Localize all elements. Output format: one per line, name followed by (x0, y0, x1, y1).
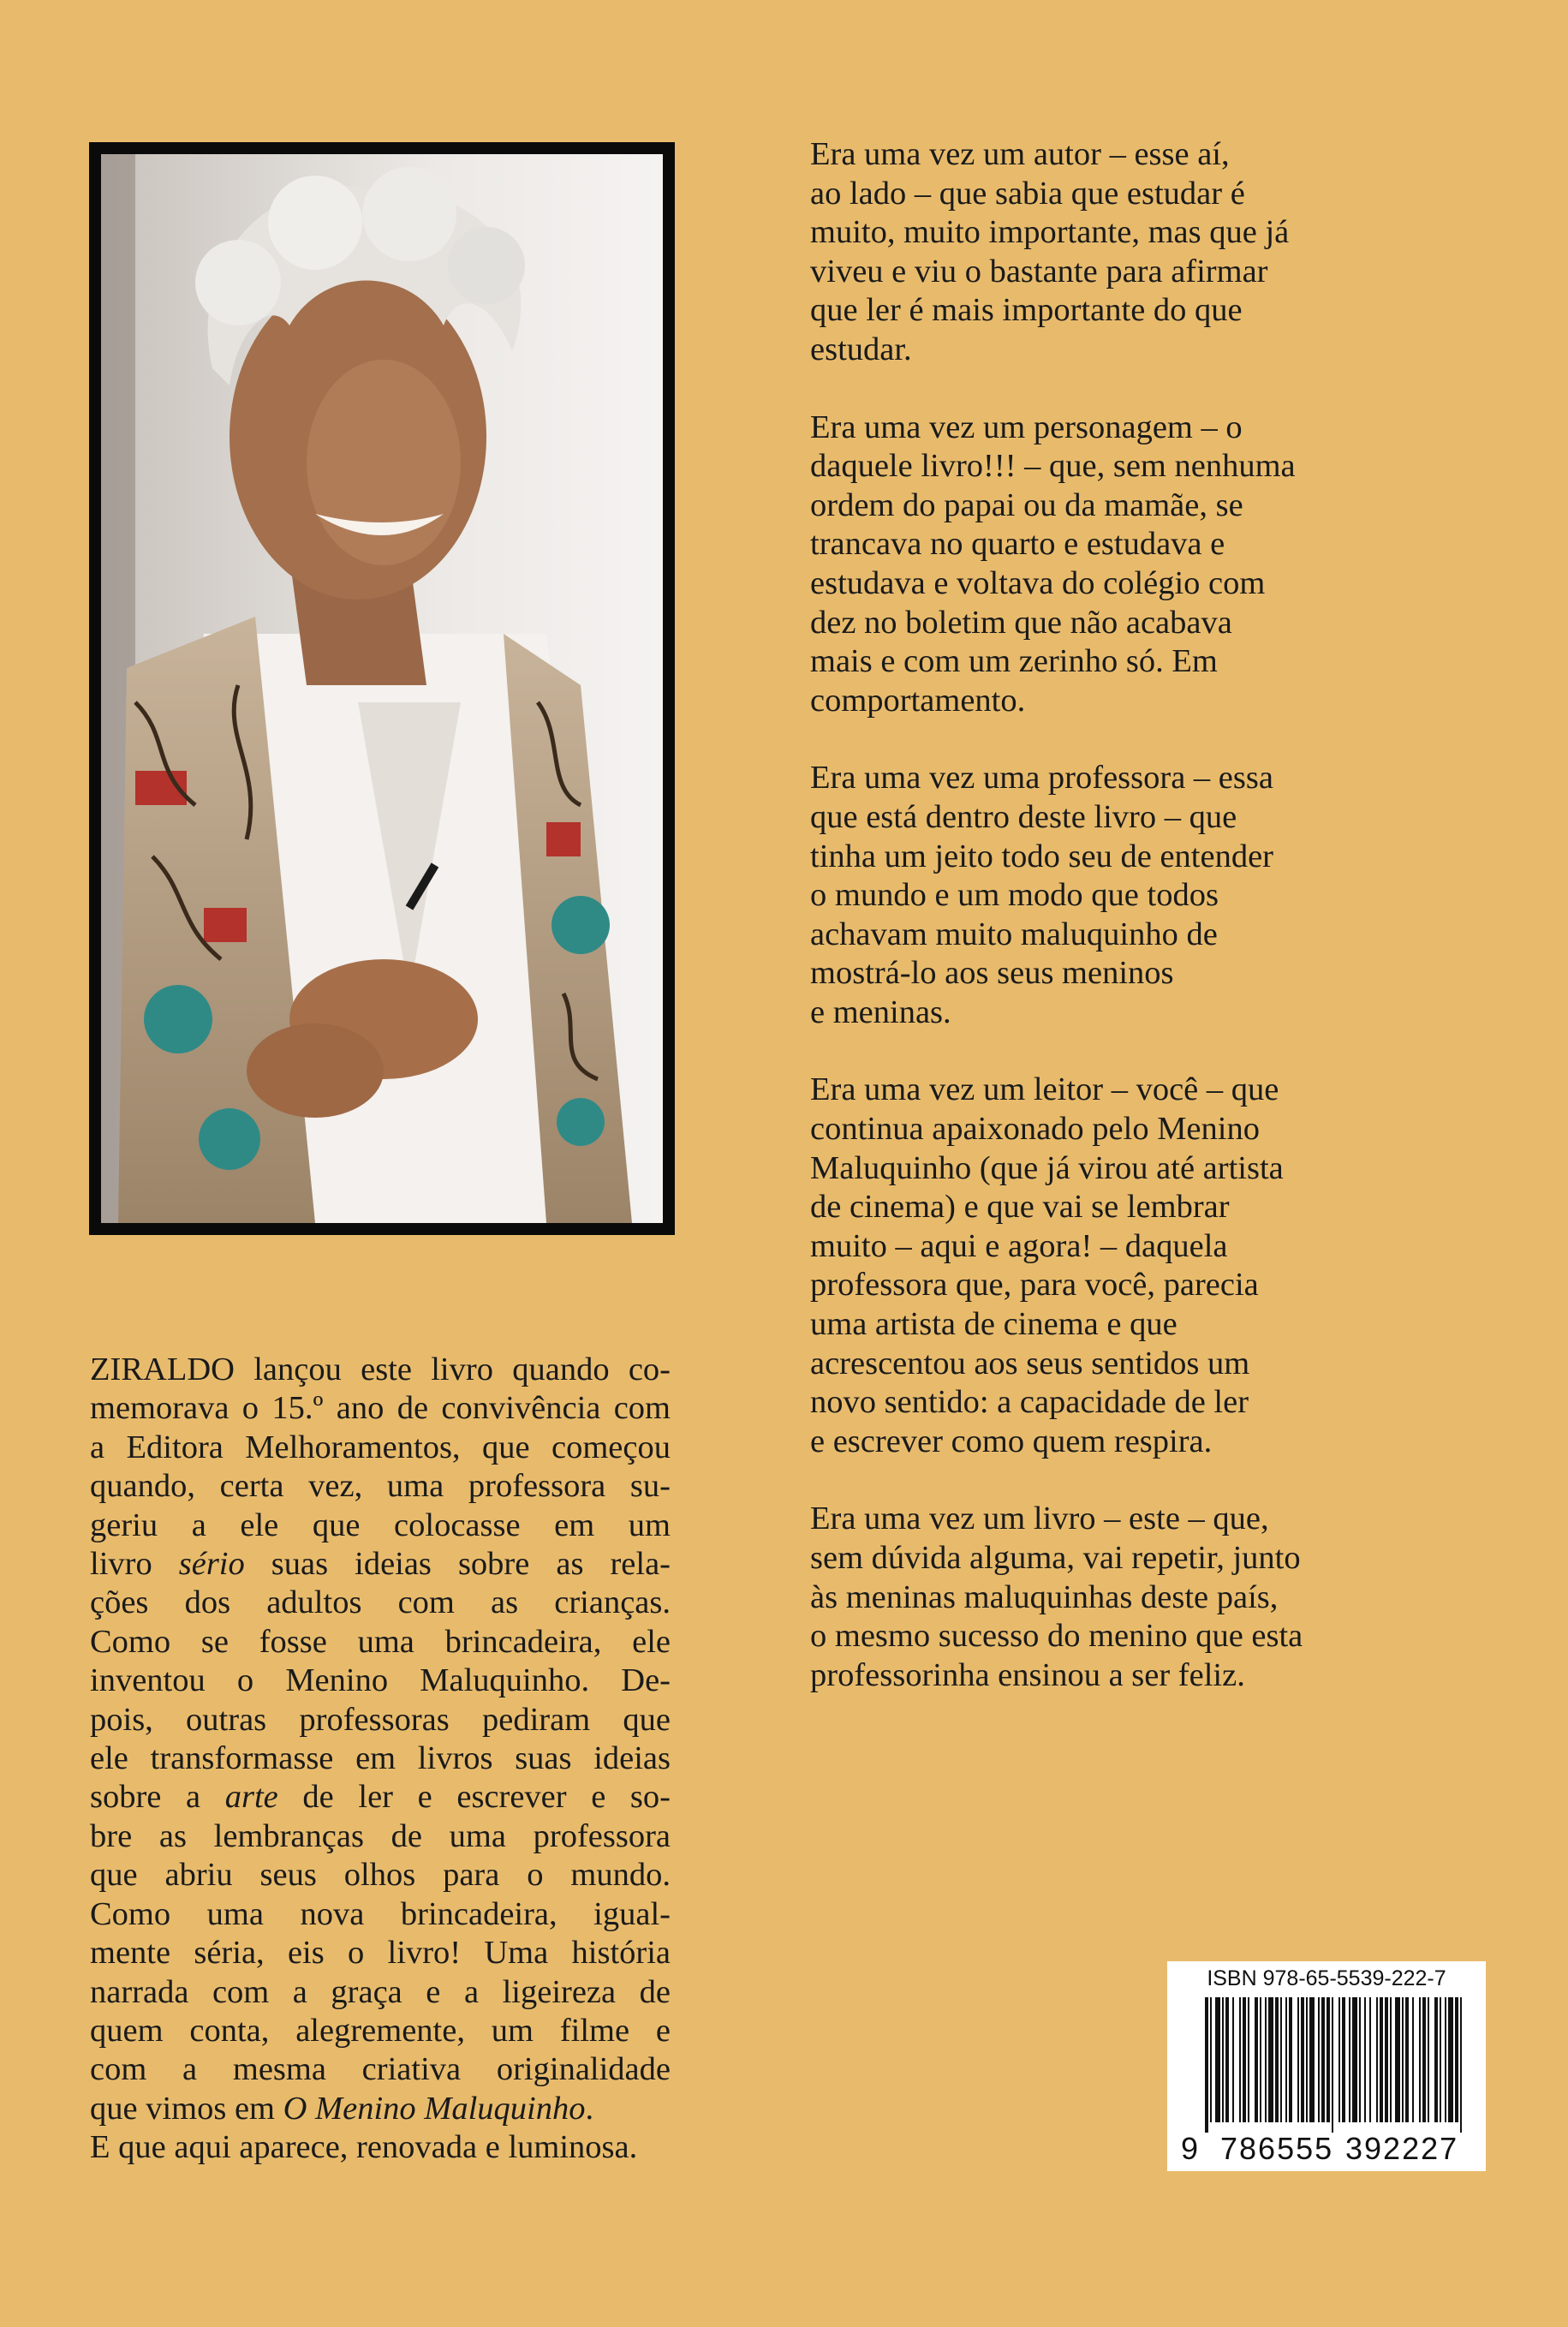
text-line: muito – aqui e agora! – daquela (810, 1227, 1228, 1264)
barcode-bar (1289, 1997, 1292, 2122)
barcode-bar (1275, 1997, 1279, 2122)
bio-line: pois, outras professoras pediram que (90, 1701, 671, 1738)
author-bio (90, 1351, 671, 2168)
isbn-label: ISBN 978-65-5539-222-7 (1207, 1966, 1446, 1990)
text-line: mais e com um zerinho só. Em (810, 643, 1218, 680)
bio-line: ZIRALDO lançou este livro quando co- (90, 1351, 671, 1387)
text-line: continua apaixonado pelo Menino (810, 1111, 1260, 1148)
text-line: Era uma vez um autor – esse aí, (810, 136, 1230, 172)
barcode-bar (1338, 1997, 1340, 2122)
text-line: Era uma vez um personagem – o (810, 409, 1243, 445)
paragraph-professora (810, 759, 1410, 1032)
barcode-bar (1239, 1997, 1241, 2122)
barcode-bar (1440, 1997, 1441, 2122)
barcode-first-digit: 9 (1181, 2131, 1199, 2166)
text-line: Era uma vez uma professora – essa (810, 760, 1273, 797)
barcode-bar (1265, 1997, 1267, 2122)
author-portrait-icon (101, 154, 663, 1223)
bio-text: de ler e escrever e so- (277, 1779, 671, 1816)
barcode-right-digits: 392227 (1345, 2131, 1459, 2166)
bio-line (90, 2090, 671, 2128)
barcode-bar (1342, 1997, 1345, 2122)
barcode-bar (1352, 1997, 1357, 2122)
text-line: ao lado – que sabia que estudar é (810, 175, 1245, 212)
paragraph-autor (810, 135, 1410, 370)
text-line: Era uma vez um livro – este – que, (810, 1501, 1269, 1537)
bio-line (90, 1545, 671, 1584)
barcode-bar (1460, 1997, 1462, 2133)
bio-line: quando, certa vez, uma professora su- (90, 1468, 671, 1505)
barcode-bar (1395, 1997, 1400, 2122)
barcode-bar (1306, 1997, 1308, 2122)
barcode-bar (1332, 1997, 1333, 2133)
bio-text: . (585, 2090, 594, 2127)
text-line: comportamento. (810, 682, 1026, 719)
text-line: professorinha ensinou a ser feliz. (810, 1656, 1245, 1693)
author-photo-frame (89, 142, 675, 1235)
barcode-bar (1349, 1997, 1350, 2122)
barcode-bar (1364, 1997, 1366, 2122)
text-line: ordem do papai ou da mamãe, se (810, 486, 1243, 523)
bio-text: sobre a (90, 1779, 225, 1816)
bio-line: memorava o 15.º ano de convivência com (90, 1390, 671, 1427)
bio-line: narrada com a graça e a ligeireza de (90, 1973, 671, 2010)
barcode-bar (1297, 1997, 1299, 2122)
bio-italic-serio: sério (178, 1546, 245, 1583)
barcode-bar (1359, 1997, 1361, 2122)
barcode-bar (1285, 1997, 1287, 2122)
text-line: o mesmo sucesso do menino que esta (810, 1618, 1303, 1655)
barcode-bar (1327, 1997, 1330, 2122)
barcode-bar (1255, 1997, 1258, 2122)
barcode-bar (1280, 1997, 1282, 2122)
text-line: daquele livro!!! – que, sem nenhuma (810, 448, 1296, 485)
barcode-bar (1321, 1997, 1325, 2122)
barcode-bar (1422, 1997, 1426, 2122)
barcode-bar (1225, 1997, 1229, 2122)
barcode-bar (1376, 1997, 1378, 2122)
text-line: e escrever como quem respira. (810, 1423, 1213, 1459)
barcode-bar (1402, 1997, 1404, 2122)
text-line: acrescentou aos seus sentidos um (810, 1345, 1250, 1381)
text-line: que está dentro deste livro – que (810, 798, 1237, 835)
text-line: achavam muito maluquinho de (810, 916, 1218, 952)
bio-line: quem conta, alegremente, um filme e (90, 2012, 671, 2049)
bio-line: bre as lembranças de uma professora (90, 1817, 671, 1854)
barcode-bar (1232, 1997, 1234, 2122)
barcode-bar (1309, 1997, 1315, 2122)
bio-text: que vimos em (90, 2090, 283, 2127)
text-line: às meninas maluquinhas deste país, (810, 1578, 1279, 1615)
text-line: que ler é mais importante do que (810, 292, 1243, 329)
bio-line: que abriu seus olhos para o mundo. (90, 1857, 671, 1894)
back-cover-text (810, 135, 1410, 1733)
text-line: mostrá-lo aos seus meninos (810, 955, 1174, 992)
bio-text: livro (90, 1546, 179, 1583)
paragraph-personagem (810, 409, 1410, 721)
bio-line: Como se fosse uma brincadeira, ele (90, 1623, 671, 1660)
barcode-bar (1419, 1997, 1421, 2122)
barcode-bar (1385, 1997, 1388, 2122)
barcode-bar (1222, 1997, 1224, 2122)
bio-italic-arte: arte (224, 1779, 278, 1816)
barcode-bar (1428, 1997, 1429, 2122)
barcode-bar (1445, 1997, 1446, 2122)
text-line: de cinema) e que vai se lembrar (810, 1189, 1230, 1226)
bio-italic-title: O Menino Maluquinho (283, 2090, 586, 2127)
barcode-left-digits: 786555 (1220, 2131, 1334, 2166)
text-line: Maluquinho (que já virou até artista (810, 1149, 1284, 1186)
bio-line: inventou o Menino Maluquinho. De- (90, 1662, 671, 1699)
text-line: Era uma vez um leitor – você – que (810, 1071, 1279, 1108)
text-line: dez no boletim que não acabava (810, 604, 1232, 641)
text-line: estudava e voltava do colégio com (810, 564, 1266, 601)
barcode-bar (1380, 1997, 1383, 2122)
barcode-bar (1448, 1997, 1453, 2122)
text-line: e meninas. (810, 993, 951, 1030)
text-line: sem dúvida alguma, vai repetir, junto (810, 1540, 1301, 1576)
barcode-bar (1301, 1997, 1304, 2122)
barcode-bar (1248, 1997, 1249, 2122)
barcode-bar (1412, 1997, 1414, 2122)
barcode-bar (1390, 1997, 1392, 2122)
paragraph-livro (810, 1500, 1410, 1695)
bio-line (90, 1778, 671, 1817)
bio-line: mente séria, eis o livro! Uma história (90, 1935, 671, 1972)
barcode-bar (1268, 1997, 1273, 2122)
barcode-bar (1434, 1997, 1438, 2122)
paragraph-leitor (810, 1071, 1410, 1461)
barcode-bar (1215, 1997, 1220, 2122)
text-line: uma artista de cinema e que (810, 1306, 1177, 1343)
barcode-bar (1405, 1997, 1409, 2122)
barcode-bar (1318, 1997, 1320, 2122)
barcode-bars-icon (1205, 1997, 1462, 2133)
bio-line: a Editora Melhoramentos, que começou (90, 1429, 671, 1465)
author-photo (101, 154, 663, 1223)
text-line: muito, muito importante, mas que já (810, 214, 1290, 251)
barcode-bar (1455, 1997, 1458, 2122)
isbn-barcode (1167, 1961, 1486, 2171)
barcode-bar (1210, 1997, 1212, 2122)
text-line: professora que, para você, parecia (810, 1267, 1259, 1304)
bio-text: suas ideias sobre as rela- (244, 1546, 671, 1583)
text-line: trancava no quarto e estudava e (810, 526, 1225, 563)
bio-line: Como uma nova brincadeira, igual- (90, 1895, 671, 1932)
text-line: novo sentido: a capacidade de ler (810, 1384, 1249, 1421)
barcode-bar (1243, 1997, 1246, 2122)
text-line: estudar. (810, 331, 912, 367)
text-line: viveu e viu o bastante para afirmar (810, 253, 1268, 289)
bio-line: geriu a ele que colocasse em um (90, 1507, 671, 1543)
bio-line: com a mesma criativa originalidade (90, 2051, 671, 2088)
text-line: o mundo e um modo que todos (810, 877, 1219, 914)
bio-line: E que aqui aparece, renovada e luminosa. (90, 2129, 638, 2166)
barcode-bar (1369, 1997, 1371, 2122)
bio-line: ele transformasse em livros suas ideias (90, 1740, 671, 1777)
barcode-bar (1260, 1997, 1261, 2122)
barcode-bar (1205, 1997, 1208, 2133)
bio-line: ções dos adultos com as crianças. (90, 1584, 671, 1621)
text-line: tinha um jeito todo seu de entender (810, 838, 1273, 874)
